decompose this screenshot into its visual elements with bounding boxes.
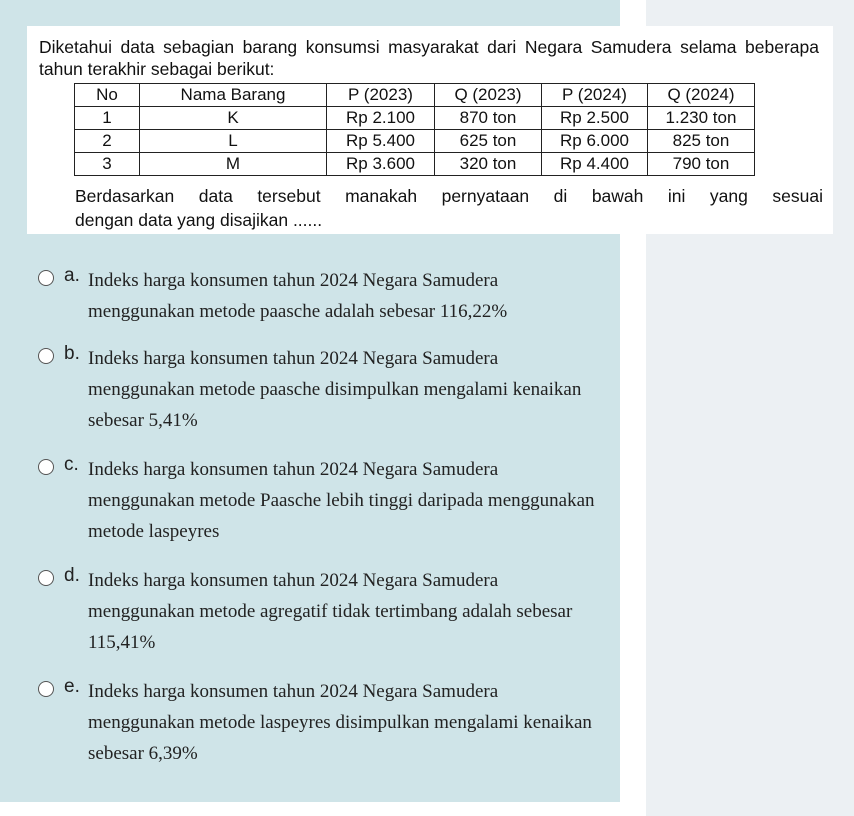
table-cell: 790 ton	[648, 153, 755, 176]
option-letter-c: c.	[64, 454, 79, 475]
option-text-a: Indeks harga konsumen tahun 2024 Negara Samudera menggunakan metode paasche adalah sebesar 116,22%	[88, 270, 508, 322]
table-cell: 625 ton	[435, 130, 542, 153]
table-cell: 825 ton	[648, 130, 755, 153]
table-cell: L	[140, 130, 327, 153]
radio-d[interactable]	[38, 570, 54, 586]
option-b[interactable]	[38, 343, 598, 443]
option-text-b: Indeks harga konsumen tahun 2024 Negara Samudera menggunakan metode paasche disimpulkan mengalami kenaikan sebesar 5,41%	[88, 348, 582, 431]
option-letter-b: b.	[64, 343, 80, 364]
table-cell: M	[140, 153, 327, 176]
table-cell: Rp 4.400	[542, 153, 648, 176]
table-cell: Rp 2.500	[542, 107, 648, 130]
table-cell: Rp 5.400	[327, 130, 435, 153]
prompt-line-1: Berdasarkan data tersebut manakah pernyataan di bawah ini yang sesuai	[75, 186, 823, 206]
table-cell: 1.230 ton	[648, 107, 755, 130]
question-prompt	[75, 184, 823, 232]
radio-a[interactable]	[38, 270, 54, 286]
table-row	[75, 130, 755, 153]
radio-b[interactable]	[38, 348, 54, 364]
table-cell: 320 ton	[435, 153, 542, 176]
table-cell: Rp 6.000	[542, 130, 648, 153]
table-row	[75, 107, 755, 130]
radio-e[interactable]	[38, 681, 54, 697]
prompt-line-2: dengan data yang disajikan ......	[75, 210, 323, 230]
table-cell: 3	[75, 153, 140, 176]
table-cell: 870 ton	[435, 107, 542, 130]
table-cell: Rp 3.600	[327, 153, 435, 176]
header-p-2024: P (2024)	[542, 84, 648, 107]
header-q-2023: Q (2023)	[435, 84, 542, 107]
question-card	[27, 26, 833, 234]
header-p-2023: P (2023)	[327, 84, 435, 107]
option-text-e: Indeks harga konsumen tahun 2024 Negara Samudera menggunakan metode laspeyres disimpulkan mengalami kenaikan sebesar 6,39%	[88, 681, 592, 764]
option-e[interactable]	[38, 676, 598, 776]
header-no: No	[75, 84, 140, 107]
data-table	[74, 83, 755, 176]
table-cell: K	[140, 107, 327, 130]
option-text-d: Indeks harga konsumen tahun 2024 Negara Samudera menggunakan metode agregatif tidak tertimbang adalah sebesar 115,41%	[88, 570, 573, 653]
option-letter-e: e.	[64, 676, 80, 697]
option-d[interactable]	[38, 565, 598, 665]
radio-c[interactable]	[38, 459, 54, 475]
option-text-c: Indeks harga konsumen tahun 2024 Negara Samudera menggunakan metode Paasche lebih tinggi daripada menggunakan metode laspeyres	[88, 459, 595, 542]
option-letter-d: d.	[64, 565, 80, 586]
table-cell: 1	[75, 107, 140, 130]
header-nama-barang: Nama Barang	[140, 84, 327, 107]
option-a[interactable]	[38, 265, 598, 335]
option-letter-a: a.	[64, 265, 80, 286]
header-q-2024: Q (2024)	[648, 84, 755, 107]
table-cell: Rp 2.100	[327, 107, 435, 130]
option-c[interactable]	[38, 454, 598, 554]
table-cell: 2	[75, 130, 140, 153]
table-row	[75, 153, 755, 176]
question-intro: Diketahui data sebagian barang konsumsi masyarakat dari Negara Samudera selama beberapa tahun terakhir sebagai berikut:	[39, 37, 819, 79]
table-header-row	[75, 84, 755, 107]
